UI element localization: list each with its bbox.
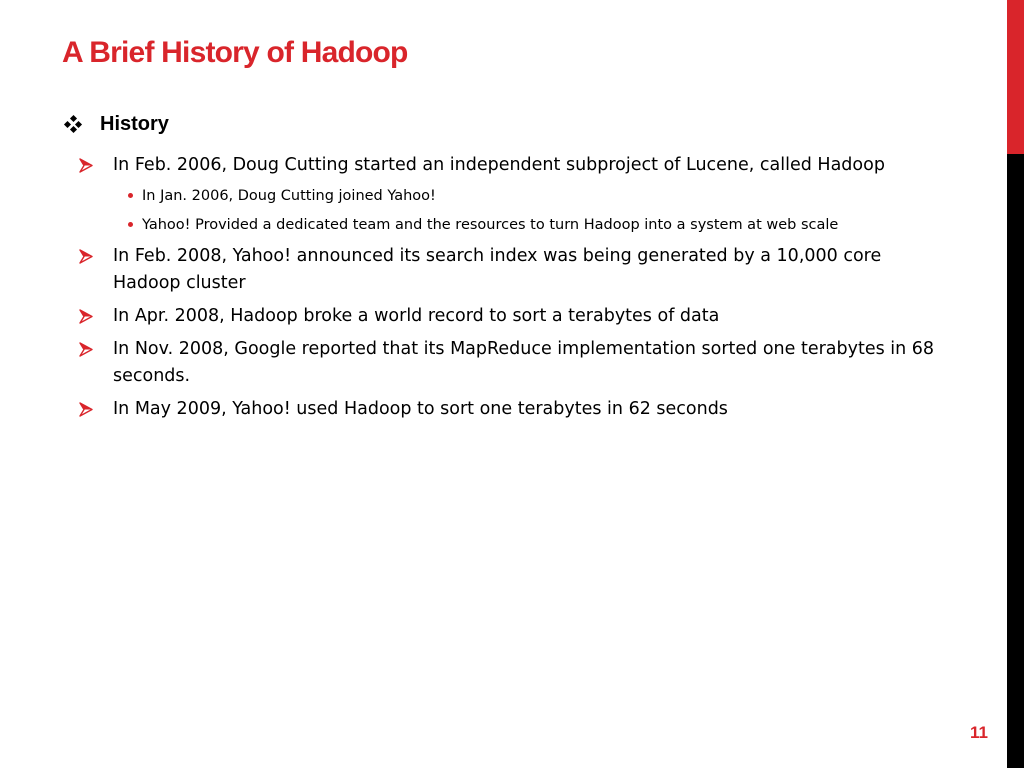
- list-item-text: In Apr. 2008, Hadoop broke a world record to sort a terabytes of data: [113, 306, 720, 326]
- four-diamond-icon: [64, 115, 82, 133]
- list-item-text: In Feb. 2006, Doug Cutting started an independent subproject of Lucene, called Hadoop: [113, 155, 885, 175]
- page-number: 11: [970, 723, 988, 742]
- list-item: [78, 396, 958, 423]
- arrowhead-icon: [78, 152, 96, 179]
- sub-list-item-text: In Jan. 2006, Doug Cutting joined Yahoo!: [142, 188, 436, 204]
- list-item: [78, 152, 958, 179]
- arrowhead-icon: [78, 336, 96, 363]
- list-item-text: In Nov. 2008, Google reported that its MapReduce implementation sorted one terabytes in 68 seconds.: [113, 339, 935, 386]
- sidebar-accent-black: [1007, 154, 1024, 768]
- slide-title: A Brief History of Hadoop: [62, 36, 408, 69]
- list-item: [78, 303, 958, 330]
- arrowhead-icon: [78, 396, 96, 423]
- sub-list-item: [128, 185, 958, 207]
- sub-list-item: [128, 214, 958, 236]
- arrowhead-icon: [78, 303, 96, 330]
- section-label: History: [100, 112, 169, 135]
- sidebar-accent-red: [1007, 0, 1024, 154]
- red-dot-icon: [128, 193, 133, 198]
- red-dot-icon: [128, 222, 133, 227]
- list-item-text: In Feb. 2008, Yahoo! announced its search index was being generated by a 10,000 core Hadoop cluster: [113, 246, 882, 293]
- sub-list-item-text: Yahoo! Provided a dedicated team and the resources to turn Hadoop into a system at web scale: [142, 217, 839, 233]
- list-item: [78, 243, 958, 297]
- list-item: [78, 336, 958, 390]
- list-item-text: In May 2009, Yahoo! used Hadoop to sort one terabytes in 62 seconds: [113, 399, 728, 419]
- arrowhead-icon: [78, 243, 96, 270]
- section-heading: [62, 111, 169, 137]
